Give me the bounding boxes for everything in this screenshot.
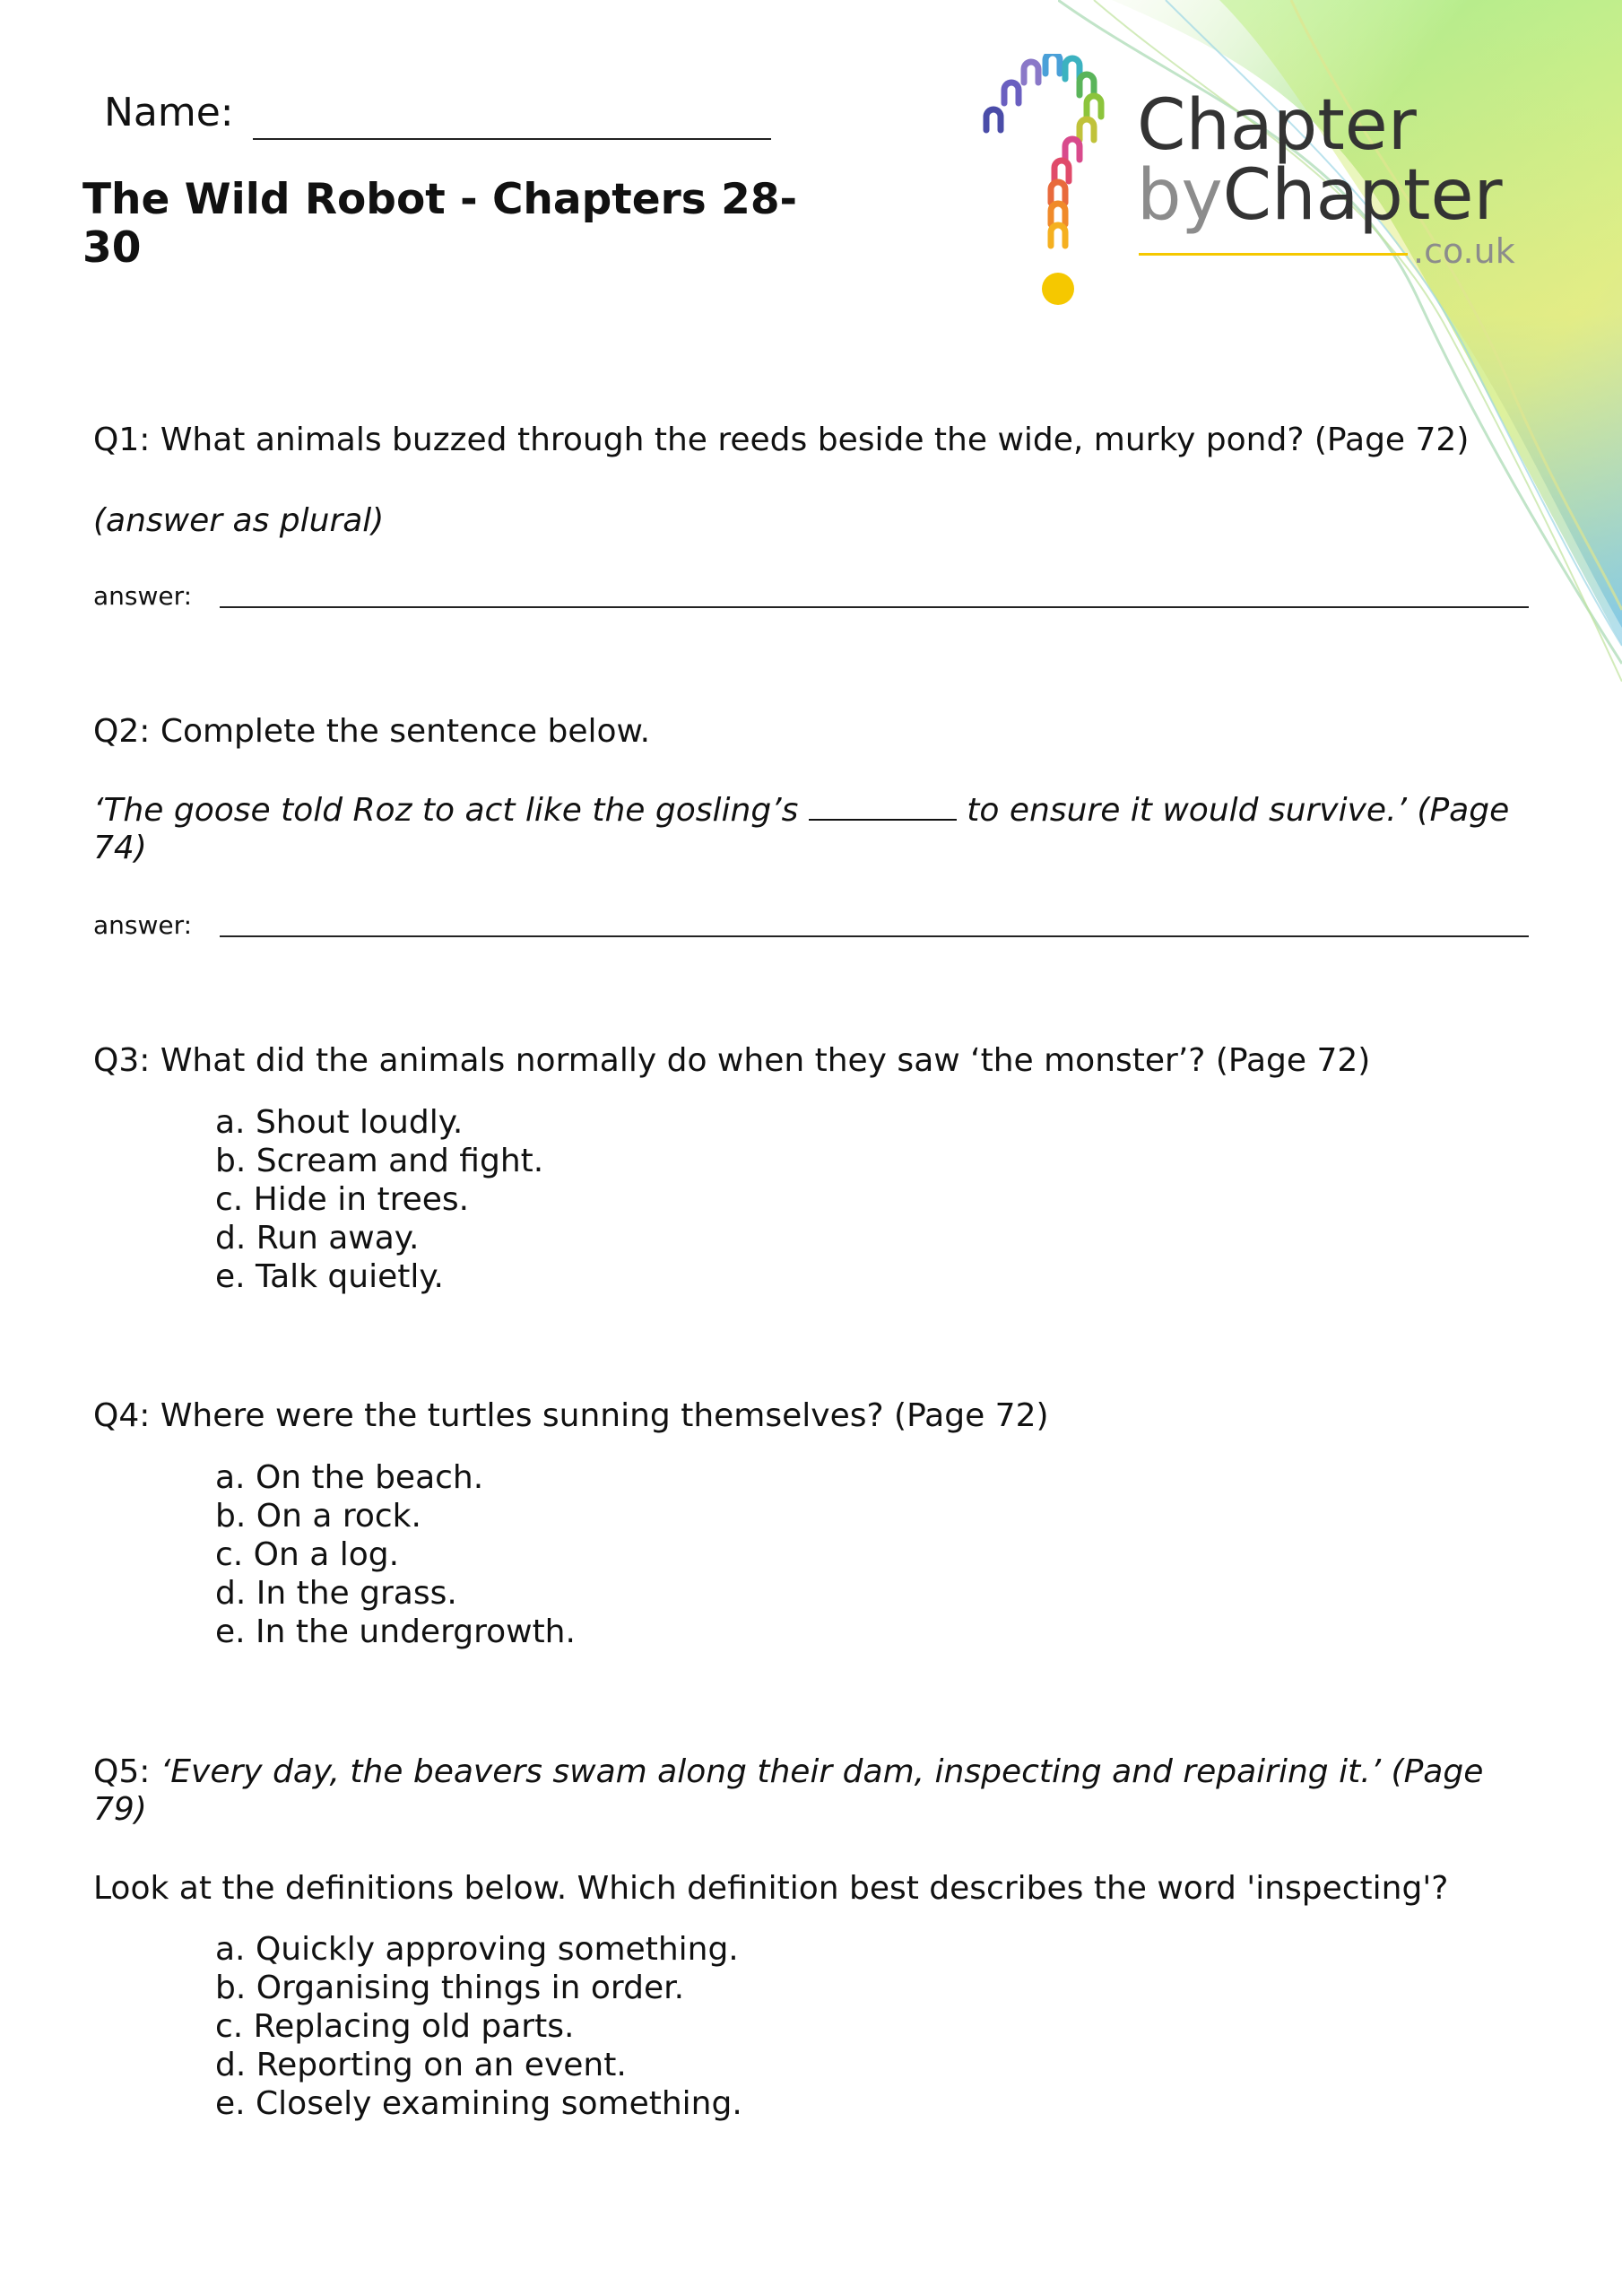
q5-option-a[interactable]: a. Quickly approving something.: [215, 1931, 739, 1968]
q2-question: Q2: Complete the sentence below.: [93, 713, 651, 750]
q5-instruction: Look at the definitions below. Which definition best describes the word 'inspecting'?: [93, 1870, 1449, 1907]
q2-quote-part1: ‘The goose told Roz to act like the gosling’s: [93, 792, 799, 829]
q5-question: [93, 1753, 1528, 1829]
q5-option-d[interactable]: d. Reporting on an event.: [215, 2047, 627, 2083]
logo-domain: .co.uk: [1413, 231, 1515, 271]
logo-line2: [1137, 155, 1503, 236]
q3-option-d[interactable]: d. Run away.: [215, 1220, 420, 1257]
q4-question: Q4: Where were the turtles sunning themselves? (Page 72): [93, 1397, 1049, 1434]
q3-options: [215, 1103, 543, 1296]
q5-options: [215, 1930, 742, 2123]
q2-answer-field[interactable]: [93, 910, 192, 940]
name-label: Name:: [104, 90, 234, 135]
q1-answer-line: [220, 606, 1529, 608]
q5-option-c[interactable]: c. Replacing old parts.: [215, 2008, 575, 2045]
name-underline: [253, 138, 771, 140]
q1-question: Q1: What animals buzzed through the reeds beside the wide, murky pond? (Page 72): [93, 422, 1470, 458]
q4-option-c[interactable]: c. On a log.: [215, 1536, 400, 1573]
q1-note: (answer as plural): [93, 502, 385, 539]
q2-blank: [809, 818, 957, 821]
q5-option-e[interactable]: e. Closely examining something.: [215, 2085, 742, 2122]
q4-options: [215, 1458, 576, 1651]
question-mark-books-icon: [968, 54, 1121, 314]
q2-quote: [93, 792, 1528, 867]
q4-option-e[interactable]: e. In the undergrowth.: [215, 1613, 576, 1650]
q2-answer-line: [220, 935, 1529, 937]
q5-option-b[interactable]: b. Organising things in order.: [215, 1970, 685, 2006]
q4-option-b[interactable]: b. On a rock.: [215, 1498, 421, 1535]
q3-option-b[interactable]: b. Scream and fight.: [215, 1143, 544, 1179]
q4-option-d[interactable]: d. In the grass.: [215, 1575, 457, 1612]
q5-prefix: Q5:: [93, 1753, 151, 1790]
logo-line1: Chapter: [1137, 85, 1417, 166]
q1-answer-label: answer:: [93, 581, 193, 611]
q5-quote: ‘Every day, the beavers swam along their dam, inspecting and repairing it.’ (Page 79): [93, 1753, 1484, 1828]
q3-question: Q3: What did the animals normally do when they saw ‘the monster’? (Page 72): [93, 1042, 1371, 1079]
worksheet-title: The Wild Robot - Chapters 28-30: [82, 175, 798, 273]
q3-option-e[interactable]: e. Talk quietly.: [215, 1258, 444, 1295]
logo-chapter: Chapter: [1222, 155, 1503, 236]
logo-underline: [1139, 253, 1408, 256]
q2-answer-label: answer:: [93, 910, 193, 940]
q3-option-a[interactable]: a. Shout loudly.: [215, 1104, 464, 1141]
name-field[interactable]: [104, 90, 234, 135]
q3-option-c[interactable]: c. Hide in trees.: [215, 1181, 470, 1218]
q1-answer-field[interactable]: [93, 581, 192, 611]
q4-option-a[interactable]: a. On the beach.: [215, 1459, 484, 1496]
logo-by: by: [1137, 155, 1223, 236]
logo: [968, 54, 1542, 314]
q2-quote-part2: to ensure it would survive.’ (Page 74): [93, 792, 1510, 866]
